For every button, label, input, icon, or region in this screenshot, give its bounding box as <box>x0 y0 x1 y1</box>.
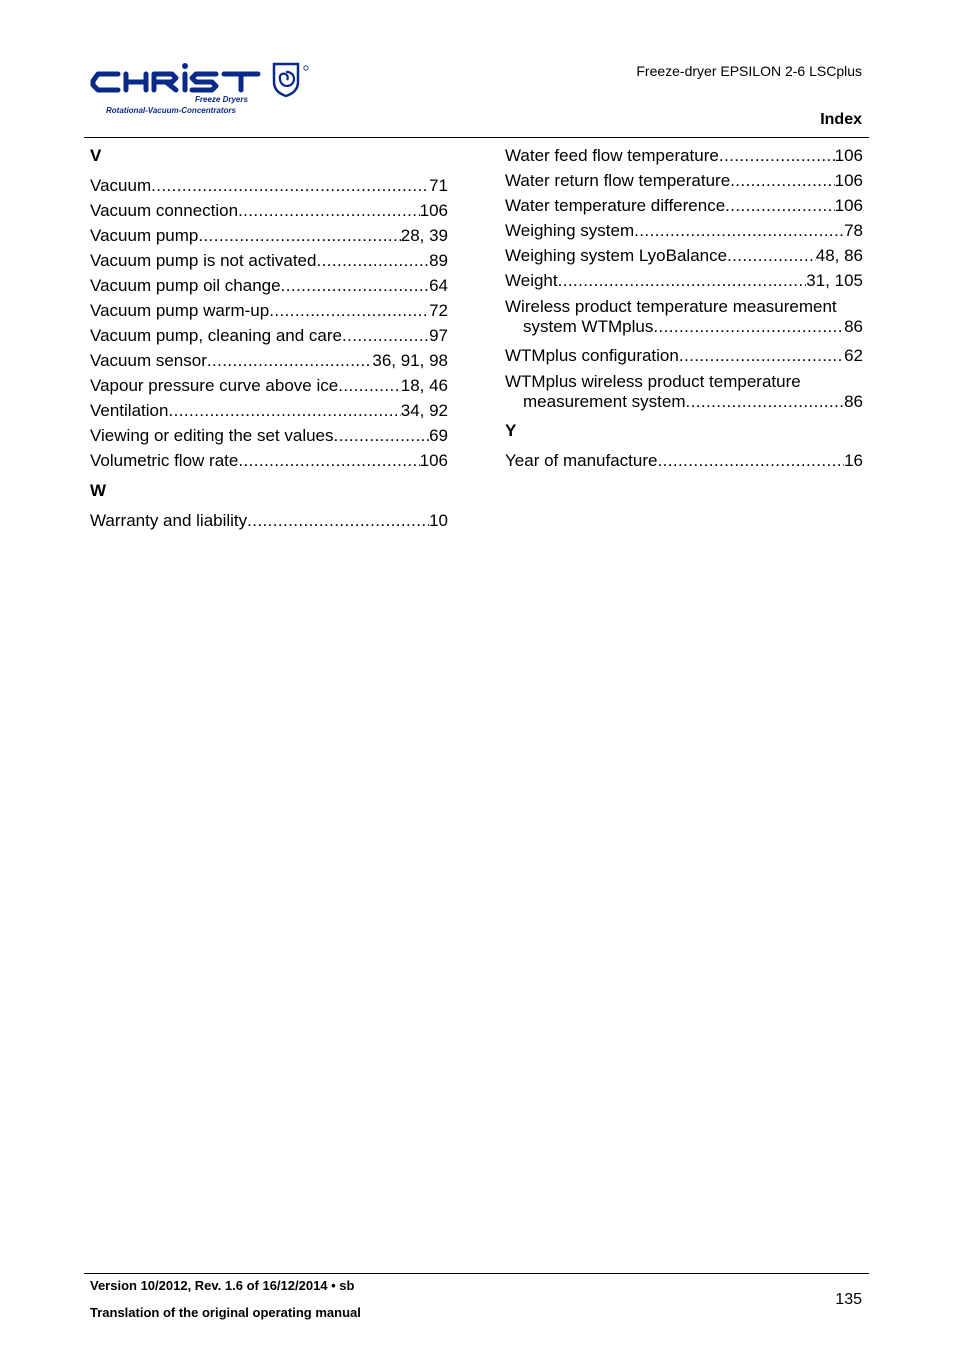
index-term: Water feed flow temperature <box>505 146 719 165</box>
index-page: 106 <box>834 196 863 215</box>
dot-leader <box>238 448 419 473</box>
index-letter-v: V <box>90 146 102 165</box>
index-term-line1: WTMplus wireless product temperature <box>505 372 801 391</box>
header-divider <box>84 137 869 138</box>
index-term-line1: Wireless product temperature measurement <box>505 297 837 316</box>
index-page: 106 <box>419 201 448 220</box>
index-entry <box>505 168 863 193</box>
footer-version: Version 10/2012, Rev. 1.6 of 16/12/2014 • sb <box>90 1278 355 1293</box>
index-term: Volumetric flow rate <box>90 451 239 470</box>
dot-leader <box>634 218 844 243</box>
dot-leader <box>730 168 834 193</box>
logo-tagline-1: Freeze Dryers <box>195 95 248 104</box>
index-term: Year of manufacture <box>505 451 658 470</box>
index-entry <box>90 173 448 198</box>
christ-emblem-icon <box>274 64 308 96</box>
index-term: WTMplus configuration <box>505 346 679 365</box>
index-entry <box>505 268 863 293</box>
dot-leader <box>653 317 844 337</box>
index-entry <box>90 373 448 398</box>
dot-leader <box>269 298 429 323</box>
index-entry <box>505 243 863 268</box>
christ-wordmark <box>93 74 258 90</box>
index-page: 86 <box>844 392 863 411</box>
dot-leader <box>679 343 844 368</box>
dot-leader <box>316 248 429 273</box>
index-page: 86 <box>844 317 863 336</box>
page-number: 135 <box>835 1291 862 1308</box>
dot-leader <box>168 398 400 423</box>
index-term: Vacuum sensor <box>90 351 207 370</box>
dot-leader <box>281 273 430 298</box>
document-title: Freeze-dryer EPSILON 2-6 LSCplus <box>636 63 862 79</box>
index-page: 106 <box>834 171 863 190</box>
index-page: 106 <box>419 451 448 470</box>
dot-leader <box>657 448 844 473</box>
index-term: Water return flow temperature <box>505 171 731 190</box>
dot-leader <box>334 423 430 448</box>
index-page: 34, 92 <box>400 401 448 420</box>
index-term: Weighing system <box>505 221 635 240</box>
logo-tagline-2: Rotational-Vacuum-Concentrators <box>106 106 236 115</box>
index-entry <box>90 508 448 533</box>
index-page: 16 <box>844 451 863 470</box>
index-column-right <box>505 143 863 473</box>
index-term: Vacuum pump warm-up <box>90 301 270 320</box>
index-term: Vacuum <box>90 176 152 195</box>
index-page: 48, 86 <box>815 246 863 265</box>
index-page: 18, 46 <box>400 376 448 395</box>
index-page: 106 <box>834 146 863 165</box>
index-term: Vacuum pump, cleaning and care <box>90 326 343 345</box>
dot-leader <box>342 323 429 348</box>
christ-logo <box>88 60 310 120</box>
index-entry <box>90 198 448 223</box>
index-entry <box>90 298 448 323</box>
index-entry <box>90 273 448 298</box>
index-page: 78 <box>844 221 863 240</box>
dot-leader <box>338 373 401 398</box>
index-page: 62 <box>844 346 863 365</box>
index-term: Vacuum pump oil change <box>90 276 281 295</box>
section-title: Index <box>820 111 862 128</box>
index-entry-multiline <box>505 297 863 337</box>
dot-leader <box>247 508 429 533</box>
index-page: 31, 105 <box>806 271 863 290</box>
index-page: 71 <box>429 176 448 195</box>
index-page: 28, 39 <box>400 226 448 245</box>
index-entry <box>90 423 448 448</box>
index-page: 72 <box>429 301 448 320</box>
index-page: 36, 91, 98 <box>372 351 448 370</box>
index-term: Viewing or editing the set values <box>90 426 334 445</box>
dot-leader <box>686 392 845 412</box>
index-term: Vacuum pump is not activated <box>90 251 317 270</box>
index-entry <box>90 348 448 373</box>
dot-leader <box>719 143 835 168</box>
index-page: 97 <box>429 326 448 345</box>
index-page: 89 <box>429 251 448 270</box>
index-term: Water temperature difference <box>505 196 726 215</box>
index-entry <box>505 143 863 168</box>
index-term: Ventilation <box>90 401 169 420</box>
dot-leader <box>238 198 420 223</box>
index-term: Vacuum pump <box>90 226 199 245</box>
index-entry <box>90 448 448 473</box>
index-letter-y: Y <box>505 421 517 440</box>
index-column-left <box>90 143 448 533</box>
footer-divider <box>84 1273 869 1274</box>
index-term: Vapour pressure curve above ice <box>90 376 339 395</box>
dot-leader <box>207 348 373 373</box>
index-entry <box>505 343 863 368</box>
index-letter-w: W <box>90 481 107 500</box>
index-term-line2: system WTMplus <box>523 317 654 336</box>
index-term: Weight <box>505 271 558 290</box>
index-term: Warranty and liability <box>90 511 248 530</box>
index-page: 64 <box>429 276 448 295</box>
index-entry <box>90 248 448 273</box>
index-page: 10 <box>429 511 448 530</box>
index-entry <box>90 323 448 348</box>
dot-leader <box>727 243 816 268</box>
footer-translation-note: Translation of the original operating manual <box>90 1305 361 1320</box>
index-page: 69 <box>429 426 448 445</box>
index-term-line2: measurement system <box>523 392 686 411</box>
dot-leader <box>558 268 807 293</box>
index-entry-multiline <box>505 372 863 412</box>
index-term: Weighing system LyoBalance <box>505 246 728 265</box>
index-entry <box>90 223 448 248</box>
index-entry <box>90 398 448 423</box>
index-entry <box>505 218 863 243</box>
index-term: Vacuum connection <box>90 201 239 220</box>
dot-leader <box>725 193 834 218</box>
dot-leader <box>198 223 400 248</box>
index-entry <box>505 448 863 473</box>
dot-leader <box>151 173 429 198</box>
index-entry <box>505 193 863 218</box>
